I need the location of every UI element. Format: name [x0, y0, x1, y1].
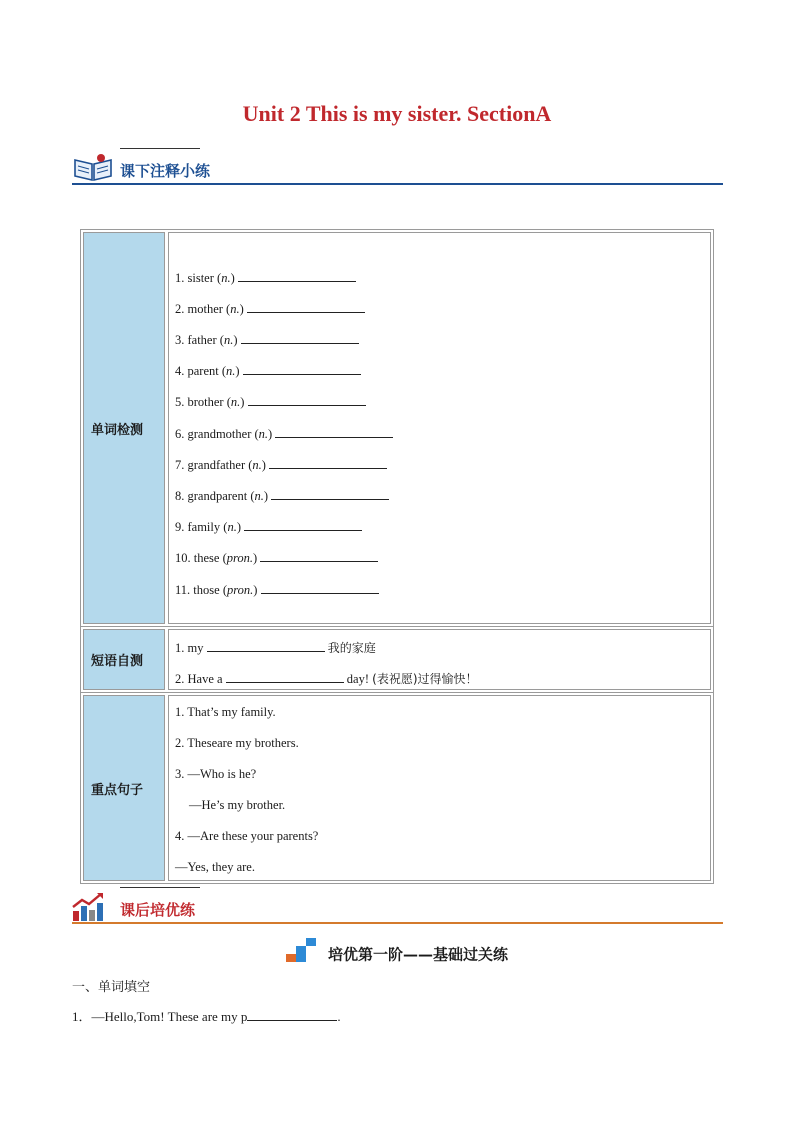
word-item: 9. family (n.)	[175, 518, 362, 535]
stairs-icon	[286, 938, 322, 964]
word-item: 6. grandmother (n.)	[175, 425, 393, 442]
tier-title: 培优第一阶——基础过关练	[327, 945, 508, 964]
key-sentences-box	[80, 692, 714, 884]
bar-chart-icon	[72, 891, 114, 921]
phrase-item: 2. Have a day! (表祝愿)过得愉快！	[175, 672, 478, 686]
phrase-check-box	[80, 626, 714, 693]
sentence-item: 1. That’s my family.	[175, 705, 276, 719]
question-heading: 一、单词填空	[72, 980, 151, 995]
tier-heading	[0, 942, 794, 968]
word-item: 3. father (n.)	[175, 331, 359, 348]
word-check-box	[80, 229, 714, 627]
section-title-practice: 课后培优练	[120, 901, 196, 919]
key-sentences-label: 重点句子	[83, 695, 165, 881]
page-title: Unit 2 This is my sister. SectionA	[242, 101, 552, 126]
word-check-label: 单词检测	[83, 232, 165, 624]
book-icon	[72, 152, 114, 182]
word-item: 7. grandfather (n.)	[175, 456, 387, 473]
section-rule	[72, 183, 723, 185]
sentence-item: —He’s my brother.	[189, 798, 286, 812]
sentence-item: —Yes, they are.	[175, 860, 255, 874]
section-header-notes	[72, 148, 723, 188]
word-item: 11. those (pron.)	[175, 581, 379, 598]
header-top-line	[120, 887, 200, 888]
word-item: 8. grandparent (n.)	[175, 487, 389, 504]
sentence-item: 3. —Who is he?	[175, 767, 257, 781]
section-title-notes: 课下注释小练	[120, 162, 211, 180]
question-item: 1．—Hello,Tom! These are my p .	[72, 1009, 341, 1024]
key-sentences-content	[168, 695, 711, 881]
sentence-item: 2. Theseare my brothers.	[175, 736, 299, 750]
header-top-line	[120, 148, 200, 149]
word-check-content	[168, 232, 711, 624]
word-item: 2. mother (n.)	[175, 300, 365, 317]
word-item: 10. these (pron.)	[175, 549, 378, 566]
phrase-check-label: 短语自测	[83, 629, 165, 690]
section-header-practice	[72, 887, 723, 927]
word-item: 4. parent (n.)	[175, 362, 361, 379]
word-item: 1. sister (n.)	[175, 269, 356, 286]
word-item: 5. brother (n.)	[175, 393, 366, 410]
section-rule	[72, 922, 723, 924]
phrase-check-content	[168, 629, 711, 690]
phrase-item: 1. my 我的家庭	[175, 641, 376, 655]
sentence-item: 4. —Are these your parents?	[175, 829, 319, 843]
